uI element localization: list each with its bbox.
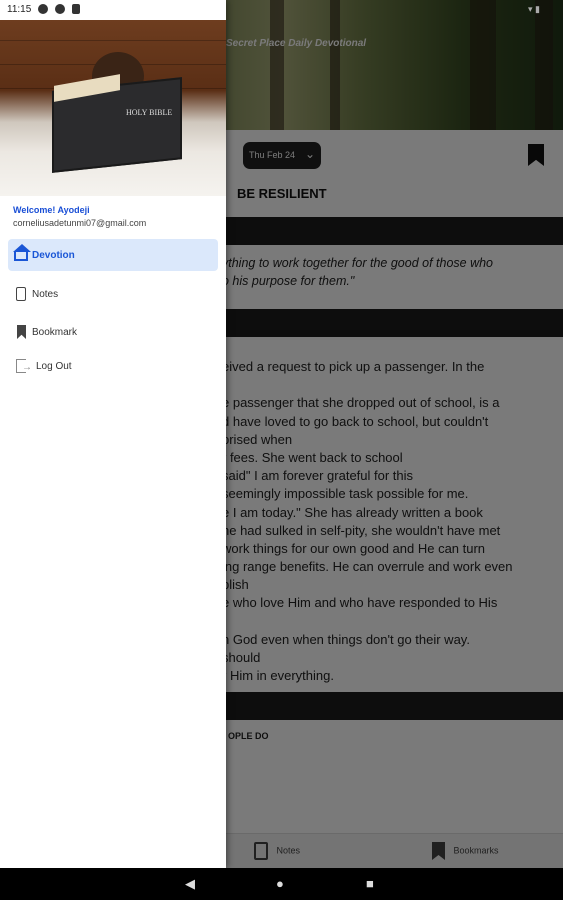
drawer-header-image [0,20,226,196]
status-time: 11:15 [7,4,32,15]
menu-item-label: Bookmark [32,327,78,338]
home-icon-body [14,251,28,261]
menu-item-logout[interactable] [8,350,218,382]
menu-item-notes[interactable] [8,278,218,310]
bookmark-icon [17,325,26,339]
status-bar [0,0,226,20]
menu-item-label: Log Out [36,361,72,372]
clipboard-icon [72,4,80,14]
note-icon [16,287,26,301]
welcome-text: Welcome! Ayodeji [13,205,90,215]
back-icon[interactable]: ◀ [185,876,195,891]
menu-item-devotion[interactable] [8,239,218,271]
home-button-icon[interactable]: ● [276,876,284,891]
menu-item-label: Notes [32,289,59,300]
logout-arrow-icon: → [22,362,32,373]
system-navigation-bar [0,868,563,900]
status-icons-right: ▾ ▮ [528,4,540,14]
menu-item-label: Devotion [32,250,75,261]
menu-item-bookmark[interactable] [8,316,218,348]
recents-icon[interactable]: ■ [366,876,374,891]
bible-cover-text: HOLY BIBLE [126,108,173,117]
notification-icon [38,4,48,14]
user-email: corneliusadetunmi07@gmail.com [13,218,147,228]
navigation-drawer [0,0,226,868]
app-icon [55,4,65,14]
